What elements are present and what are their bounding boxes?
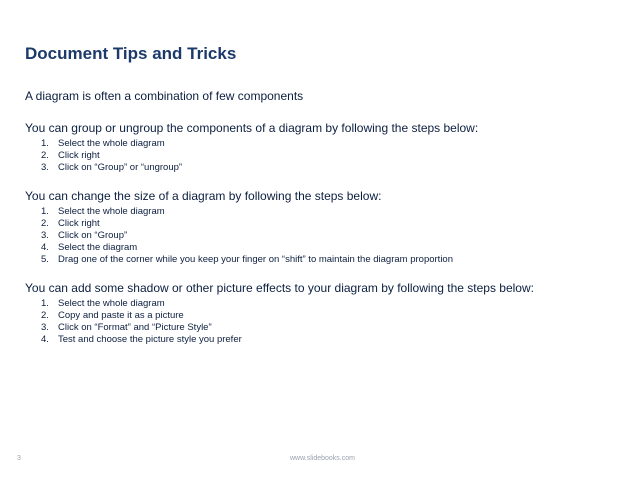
step-number: 3.: [41, 162, 49, 174]
section-group-ungroup: [25, 121, 625, 175]
step-text: Select the whole diagram: [58, 297, 165, 309]
steps-list: [25, 298, 625, 347]
steps-list: [25, 206, 625, 267]
list-item: [41, 138, 625, 150]
list-item: [41, 322, 625, 334]
step-number: 3.: [41, 230, 49, 242]
list-item: [41, 242, 625, 254]
list-item: [41, 218, 625, 230]
step-text: Click right: [58, 150, 100, 162]
step-number: 3.: [41, 322, 49, 334]
step-text: Click on “Group”: [58, 230, 128, 242]
step-number: 5.: [41, 254, 49, 266]
list-item: [41, 206, 625, 218]
step-text: Click right: [58, 217, 100, 229]
step-number: 1.: [41, 205, 49, 217]
section-heading: You can group or ungroup the components of a diagram by following the steps below:: [25, 121, 479, 135]
footer-url: www.slidebooks.com: [290, 455, 355, 462]
page-title: Document Tips and Tricks: [25, 44, 237, 63]
list-item: [41, 298, 625, 310]
list-item: [41, 254, 625, 266]
step-number: 1.: [41, 138, 49, 149]
step-text: Click on “Format” and “Picture Style”: [58, 322, 212, 334]
list-item: [41, 150, 625, 162]
step-number: 4.: [41, 334, 49, 346]
list-item: [41, 162, 625, 174]
section-heading: You can add some shadow or other picture effects to your diagram by following the steps below:: [25, 280, 534, 295]
section-picture-effects: [25, 281, 625, 347]
section-change-size: [25, 189, 625, 267]
step-text: Select the whole diagram: [58, 138, 165, 149]
step-number: 2.: [41, 150, 49, 162]
section-heading: You can change the size of a diagram by following the steps below:: [25, 188, 382, 203]
step-number: 2.: [41, 309, 49, 321]
step-text: Test and choose the picture style you prefer: [58, 334, 242, 346]
list-item: [41, 334, 625, 346]
step-number: 1.: [41, 297, 49, 309]
steps-list: [25, 138, 625, 175]
step-text: Drag one of the corner while you keep your finger on “shift” to maintain the diagram proportion: [58, 254, 453, 266]
step-text: Select the whole diagram: [58, 205, 165, 217]
step-number: 4.: [41, 242, 49, 254]
step-text: Copy and paste it as a picture: [58, 309, 184, 321]
step-number: 2.: [41, 217, 49, 229]
page-number: 3: [17, 455, 21, 462]
list-item: [41, 230, 625, 242]
step-text: Select the diagram: [58, 242, 138, 254]
step-text: Click on “Group” or “ungroup”: [58, 162, 183, 174]
slide-content: [25, 89, 625, 360]
list-item: [41, 310, 625, 322]
intro-text: A diagram is often a combination of few components: [25, 89, 304, 103]
